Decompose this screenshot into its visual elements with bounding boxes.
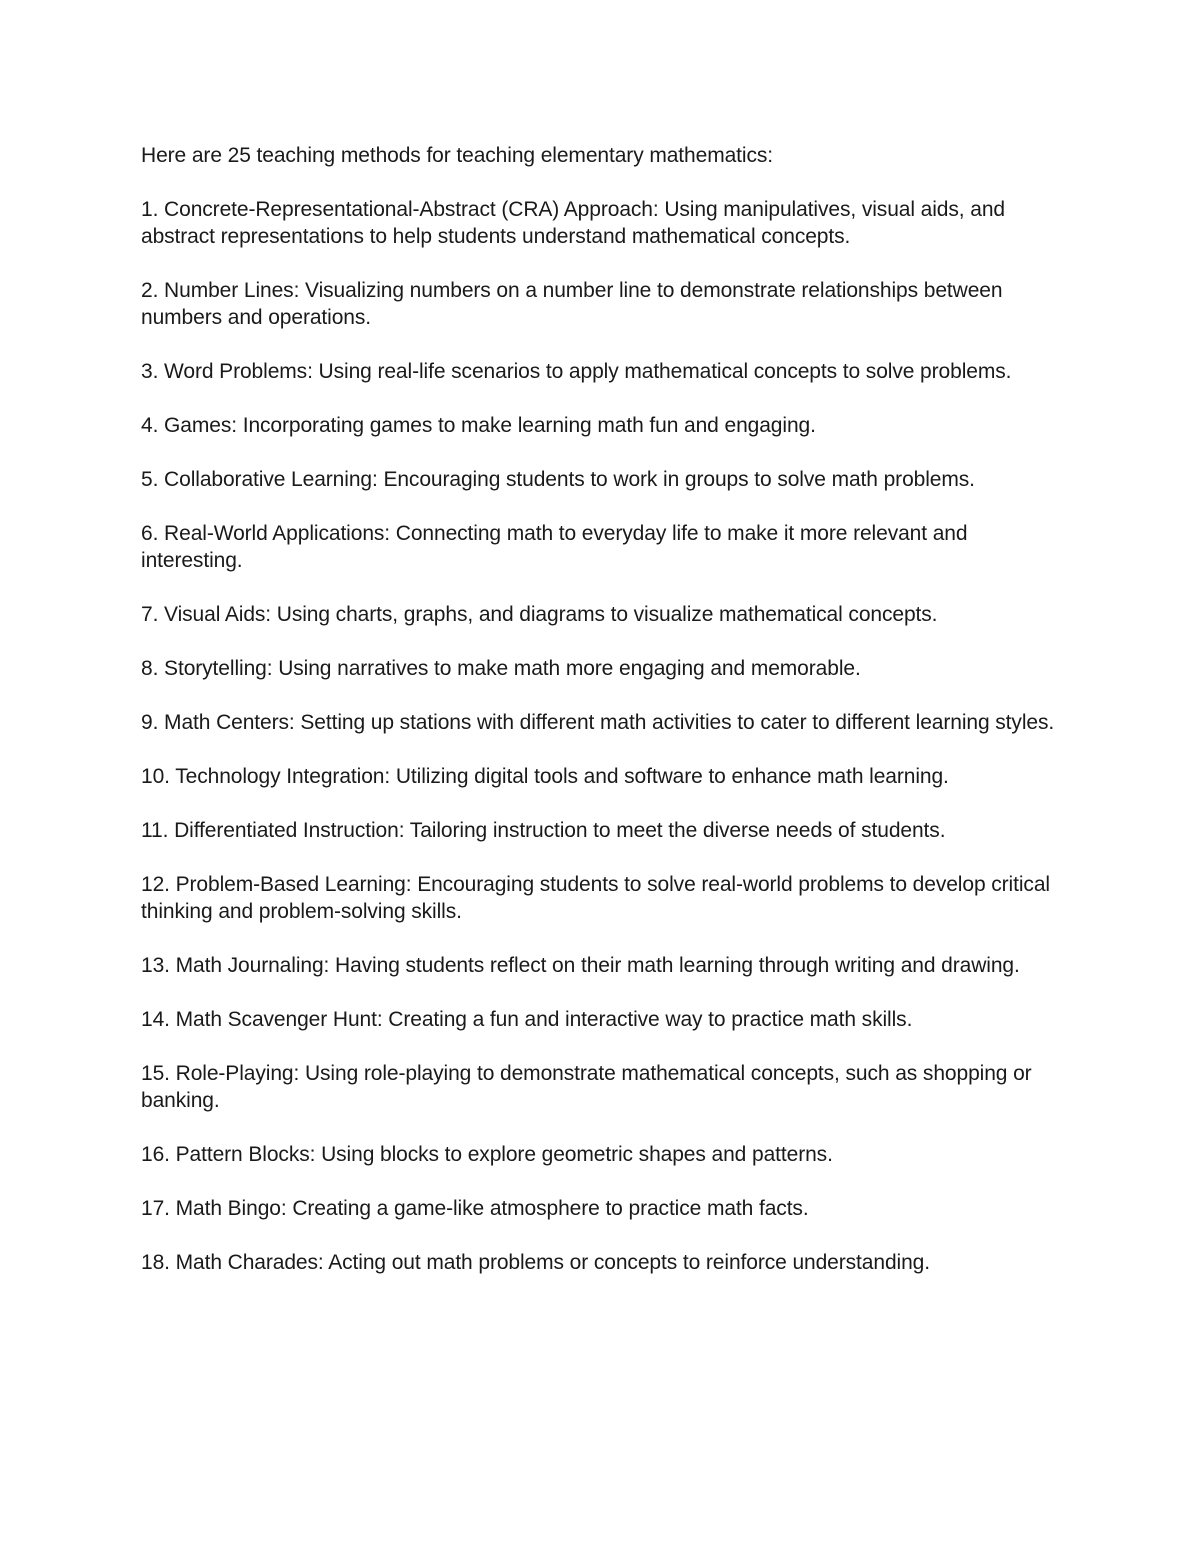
list-item: 17. Math Bingo: Creating a game-like atmosphere to practice math facts. bbox=[141, 1197, 809, 1220]
list-item: 5. Collaborative Learning: Encouraging students to work in groups to solve math problems. bbox=[141, 468, 975, 491]
list-item: 7. Visual Aids: Using charts, graphs, and diagrams to visualize mathematical concepts. bbox=[141, 603, 938, 626]
list-item: 8. Storytelling: Using narratives to make math more engaging and memorable. bbox=[141, 657, 861, 680]
list-item: 11. Differentiated Instruction: Tailoring instruction to meet the diverse needs of students. bbox=[141, 819, 946, 842]
list-item: 13. Math Journaling: Having students reflect on their math learning through writing and drawing. bbox=[141, 954, 1020, 977]
document-body bbox=[141, 142, 1071, 1303]
list-item: 12. Problem-Based Learning: Encouraging students to solve real-world problems to develop critical thinking and problem-solving skills. bbox=[141, 873, 1050, 923]
list-item: 1. Concrete-Representational-Abstract (CRA) Approach: Using manipulatives, visual aids, and abstract representations to help students understand mathematical concepts. bbox=[141, 198, 1005, 248]
list-item: 10. Technology Integration: Utilizing digital tools and software to enhance math learning. bbox=[141, 765, 949, 788]
intro-paragraph: Here are 25 teaching methods for teaching elementary mathematics: bbox=[141, 144, 774, 167]
list-item: 6. Real-World Applications: Connecting math to everyday life to make it more relevant and interesting. bbox=[141, 522, 968, 572]
list-item: 9. Math Centers: Setting up stations with different math activities to cater to different learning styles. bbox=[141, 711, 1055, 734]
list-item: 16. Pattern Blocks: Using blocks to explore geometric shapes and patterns. bbox=[141, 1143, 833, 1166]
list-item: 2. Number Lines: Visualizing numbers on a number line to demonstrate relationships between numbers and operations. bbox=[141, 279, 1003, 329]
list-item: 4. Games: Incorporating games to make learning math fun and engaging. bbox=[141, 414, 816, 437]
list-item: 15. Role-Playing: Using role-playing to demonstrate mathematical concepts, such as shopping or banking. bbox=[141, 1062, 1032, 1112]
list-item: 14. Math Scavenger Hunt: Creating a fun and interactive way to practice math skills. bbox=[141, 1008, 913, 1031]
list-item: 18. Math Charades: Acting out math problems or concepts to reinforce understanding. bbox=[141, 1251, 930, 1274]
list-item: 3. Word Problems: Using real-life scenarios to apply mathematical concepts to solve problems. bbox=[141, 360, 1012, 383]
